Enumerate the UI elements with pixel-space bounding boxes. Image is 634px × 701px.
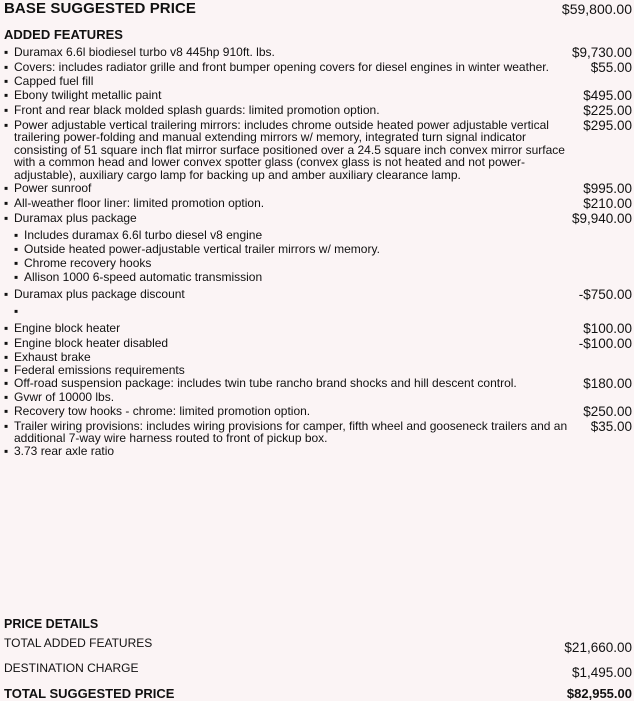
bullet-icon: ▪: [14, 270, 19, 284]
feature-price: $35.00: [590, 418, 632, 434]
bullet-icon: ▪: [4, 403, 9, 418]
base-price-value: $59,800.00: [561, 1, 632, 17]
feature-text: Duramax 6.6l biodiesel turbo v8 445hp 910ft. lbs.: [14, 45, 275, 59]
feature-price: $9,940.00: [571, 211, 632, 226]
price-detail-row: [4, 636, 632, 655]
feature-text: Duramax plus package: [14, 211, 137, 225]
feature-sub-text: Outside heated power-adjustable vertical trailer mirrors w/ memory.: [24, 242, 380, 256]
bullet-icon: ▪: [4, 418, 9, 433]
bullet-icon: ▪: [14, 242, 19, 256]
feature-item: [0, 445, 632, 458]
feature-item: [0, 364, 632, 377]
bullet-icon: ▪: [4, 287, 9, 301]
bullet-icon: ▪: [4, 87, 9, 102]
feature-price: $250.00: [583, 403, 632, 419]
total-price-row: [4, 686, 632, 701]
feature-sub-list: [0, 228, 632, 284]
price-detail-value: $1,495.00: [571, 665, 632, 680]
feature-price: $295.00: [583, 117, 632, 133]
price-detail-label: DESTINATION CHARGE: [4, 661, 139, 675]
feature-item: [0, 197, 632, 211]
feature-item: [0, 377, 632, 391]
bullet-icon: ▪: [4, 74, 9, 88]
feature-price: $995.00: [583, 181, 632, 196]
base-price-title: BASE SUGGESTED PRICE: [4, 0, 197, 17]
price-details-title: PRICE DETAILS: [4, 617, 99, 631]
bullet-icon: ▪: [4, 181, 9, 195]
bullet-icon: ▪: [4, 196, 9, 210]
feature-text: Covers: includes radiator grille and front bumper opening covers for diesel engines in winter weather.: [14, 60, 549, 74]
bullet-icon: ▪: [4, 390, 9, 404]
feature-price: -$750.00: [578, 287, 632, 302]
feature-sub-text: Includes duramax 6.6l turbo diesel v8 engine: [24, 228, 263, 242]
feature-price: -$100.00: [578, 336, 632, 351]
base-price-row: [4, 0, 632, 17]
total-price-label: TOTAL SUGGESTED PRICE: [4, 686, 175, 701]
feature-item: [0, 61, 632, 75]
bullet-icon: ▪: [4, 443, 9, 458]
feature-text: Engine block heater disabled: [14, 336, 169, 350]
feature-text: Power adjustable vertical trailering mirrors: includes chrome outside heated power adjustable vertical trailering power-folding and manual extending mirrors w/ memory, integrated turn signal indicator consisting of 51 square inch flat mirror surface positioned over a 24.5 square inch convex mirror surface with a common head and lower convex spotter glass (convex glass is not heated and not power-adjustable), auxiliary cargo lamp for backing up and amber auxiliary clearance lamp.: [14, 117, 565, 182]
feature-item: [0, 119, 632, 182]
feature-text: Capped fuel fill: [14, 74, 94, 88]
feature-text: Federal emissions requirements: [14, 362, 185, 377]
bullet-icon: ▪: [14, 256, 19, 270]
feature-sub-item: [0, 256, 632, 270]
added-features-title: ADDED FEATURES: [4, 27, 123, 42]
feature-text: Ebony twilight metallic paint: [14, 87, 162, 102]
feature-item: [0, 104, 632, 118]
bullet-icon: ▪: [4, 321, 9, 335]
feature-item: [0, 337, 632, 351]
bullet-icon: ▪: [4, 336, 9, 350]
feature-item: [0, 420, 632, 445]
feature-item: [0, 322, 632, 336]
feature-sub-item: [0, 228, 632, 242]
bullet-icon: ▪: [4, 362, 9, 377]
feature-text: Exhaust brake: [14, 350, 91, 364]
feature-price: $225.00: [583, 102, 632, 118]
feature-sub-text: Chrome recovery hooks: [24, 256, 152, 270]
bullet-icon: ▪: [4, 376, 9, 390]
price-detail-label: TOTAL ADDED FEATURES: [4, 636, 153, 650]
price-detail-row: [4, 661, 632, 680]
bullet-icon: ▪: [4, 211, 9, 225]
feature-item: [0, 89, 632, 103]
feature-text: Power sunroof: [14, 181, 92, 195]
bullet-icon: ▪: [4, 117, 9, 132]
feature-price: $495.00: [583, 87, 632, 103]
feature-text: Off-road suspension package: includes twin tube rancho brand shocks and hill descent control.: [14, 376, 517, 390]
feature-item: [0, 391, 632, 404]
feature-price: $180.00: [583, 376, 632, 391]
feature-text: 3.73 rear axle ratio: [14, 443, 115, 458]
feature-item: [0, 405, 632, 419]
bullet-icon: ▪: [4, 60, 9, 74]
feature-text: Front and rear black molded splash guards: limited promotion option.: [14, 102, 380, 117]
total-price-value: $82,955.00: [566, 686, 632, 701]
feature-text: Duramax plus package discount: [14, 287, 185, 301]
feature-text: Engine block heater: [14, 321, 121, 335]
feature-price: $100.00: [583, 321, 632, 336]
feature-price: $55.00: [590, 60, 632, 75]
bullet-icon: ▪: [4, 350, 9, 364]
bullet-icon: ▪: [4, 45, 9, 59]
feature-item: [0, 351, 632, 364]
feature-text: All-weather floor liner: limited promotion option.: [14, 196, 265, 210]
bullet-icon: ▪: [14, 228, 19, 242]
bullet-icon: ▪: [14, 304, 19, 318]
feature-item: [0, 75, 632, 88]
feature-item: [0, 288, 632, 302]
feature-text: Trailer wiring provisions: includes wiring provisions for camper, fifth wheel and gooseneck trailers and an additional 7-way wire harness routed to front of pickup box.: [14, 418, 568, 445]
bullet-icon: ▪: [4, 102, 9, 117]
price-detail-value: $21,660.00: [564, 640, 632, 655]
feature-text: Gvwr of 10000 lbs.: [14, 390, 115, 404]
feature-sub-item: [0, 304, 632, 318]
feature-list: [0, 43, 632, 457]
price-details: [4, 617, 632, 701]
feature-sub-item: [0, 270, 632, 284]
feature-item: [0, 212, 632, 226]
feature-sub-item: [0, 242, 632, 256]
feature-price: $9,730.00: [571, 45, 632, 60]
feature-item: [0, 182, 632, 196]
feature-price: $210.00: [583, 196, 632, 211]
feature-text: Recovery tow hooks - chrome: limited promotion option.: [14, 403, 311, 418]
feature-item: [0, 46, 632, 60]
feature-sub-list: [0, 304, 632, 318]
feature-sub-text: Allison 1000 6-speed automatic transmission: [24, 270, 263, 284]
